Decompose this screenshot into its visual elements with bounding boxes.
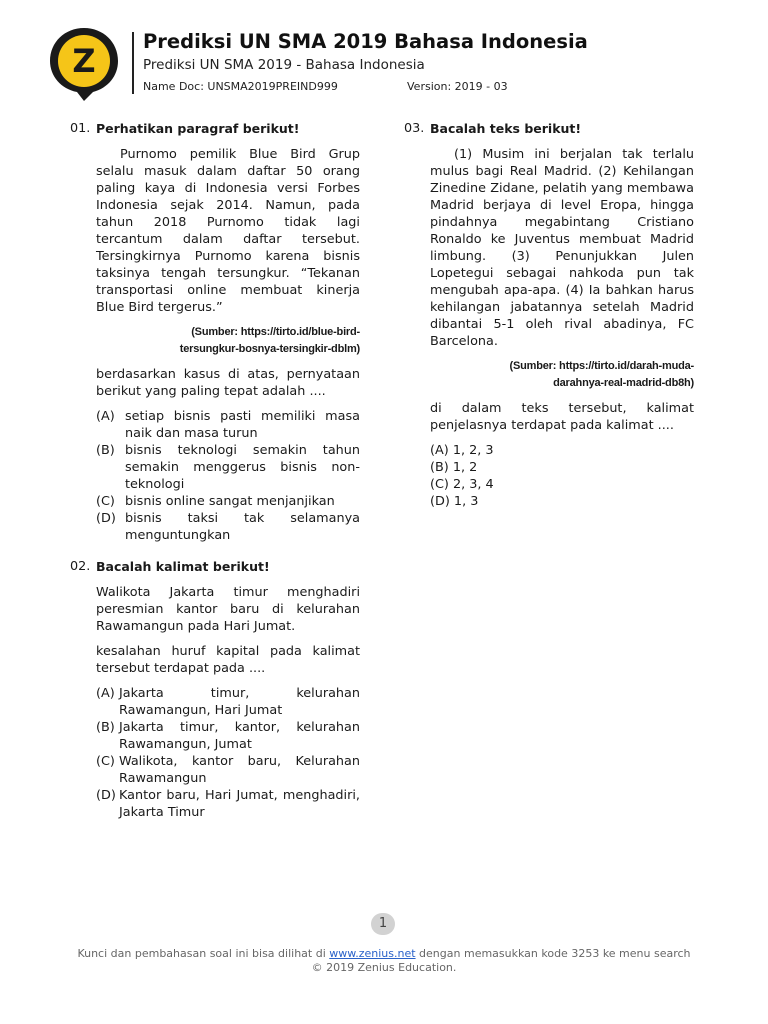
question-instruction: Bacalah kalimat berikut! [96,559,270,574]
source-line: tersungkur-bosnya-tersingkir-dblm) [179,343,360,355]
option-text: 1, 3 [453,494,479,509]
option-letter: (B) [430,460,449,475]
option-letter: (C) [96,494,115,509]
document-subtitle: Prediksi UN SMA 2019 - Bahasa Indonesia [143,57,425,73]
option-letter: (A) [430,443,449,458]
option-letter: (B) [96,720,115,735]
option-letter: (D) [96,788,116,803]
option-text: 1, 2, 3 [452,443,494,458]
question-number: 01. [70,121,91,136]
question-1 [70,120,360,544]
page-number: 1 [371,913,395,935]
question-instruction: Bacalah teks berikut! [430,121,582,136]
question-number: 03. [404,121,425,136]
option-letter: (C) [430,477,449,492]
question-prompt: berdasarkan kasus di atas, pernyataan berikut yang paling tepat adalah .... [96,367,360,399]
option-c [96,753,360,787]
document-title: Prediksi UN SMA 2019 Bahasa Indonesia [143,30,588,53]
question-2-header [70,558,360,576]
option-d [96,510,360,544]
option-text: bisnis teknologi semakin tahun semakin menggerus bisnis non-teknologi [125,443,360,492]
option-text: Kantor baru, Hari Jumat, menghadiri, Jakarta Timur [119,788,360,820]
question-1-header [70,120,360,138]
option-letter: (B) [96,443,115,458]
source-line: (Sumber: https://tirto.id/blue-bird- [191,326,360,338]
option-c [430,476,694,493]
document-meta [143,80,508,93]
question-prompt: di dalam teks tersebut, kalimat penjelasnya terdapat pada kalimat .... [430,401,694,433]
option-text: Jakarta timur, kantor, kelurahan Rawamangun, Jumat [119,720,360,752]
source-citation [96,324,360,358]
question-paragraph: Purnomo pemilik Blue Bird Grup selalu masuk dalam daftar 50 orang paling kaya di Indonesia versi Forbes Indonesia sejak 2014. Namun, pada tahun 2018 Purnomo tidak lagi tercantum dalam daftar tersebut. Tersingkirnya Purnomo karena bisnis taksinya tengah tersungkur. “Tekanan transportasi online membuat kinerja Blue Bird tergerus.” [96,147,360,315]
question-instruction: Perhatikan paragraf berikut! [96,121,300,136]
option-a [96,685,360,719]
version: Version: 2019 - 03 [407,80,508,93]
option-text: Jakarta timur, kelurahan Rawamangun, Hari Jumat [119,686,360,718]
options-list [96,685,360,821]
footer-text: Kunci dan pembahasan soal ini bisa dilihat di [77,947,330,960]
options-list [430,442,694,510]
name-doc: Name Doc: UNSMA2019PREIND999 [143,80,338,93]
footer-text: dengan memasukkan kode 3253 ke menu search [415,947,691,960]
footer-note [0,947,768,961]
option-c [96,493,360,510]
question-number: 02. [70,559,91,574]
question-paragraph: (1) Musim ini berjalan tak terlalu mulus bagi Real Madrid. (2) Kehilangan Zinedine Zidane, pelatih yang membawa Madrid berjaya di level Eropa, hingga pindahnya megabintang Cristiano Ronaldo ke Juventus membuat Madrid limbung. (3) Penunjukkan Julen Lopetegui sebagai nahkoda pun tak mengubah apa-apa. (4) Ia bahkan harus kehilangan jabatannya setelah Madrid dibantai 5-1 oleh rival abadinya, FC Barcelona. [430,147,694,349]
option-letter: (D) [96,511,116,526]
zenius-logo [46,24,122,102]
question-3-header [404,120,694,138]
right-column [404,120,694,510]
zenius-link[interactable]: www.zenius.net [329,947,416,960]
option-d [96,787,360,821]
option-a [430,442,694,459]
option-text: bisnis online sangat menjanjikan [125,494,335,509]
option-letter: (D) [430,494,450,509]
option-text: Walikota, kantor baru, Kelurahan Rawamangun [119,754,360,786]
header-divider [132,32,134,94]
option-text: 1, 2 [452,460,478,475]
option-b [96,442,360,493]
option-d [430,493,694,510]
question-2 [70,558,360,821]
source-line: (Sumber: https://tirto.id/darah-muda- [509,360,694,372]
footer [0,947,768,975]
option-b [430,459,694,476]
source-citation [430,358,694,392]
option-letter: (A) [96,686,115,701]
option-a [96,408,360,442]
option-b [96,719,360,753]
question-sentence: Walikota Jakarta timur menghadiri peresmian kantor baru di kelurahan Rawamangun pada Hari Jumat. [96,585,360,634]
question-3 [404,120,694,510]
options-list [96,408,360,544]
source-line: darahnya-real-madrid-db8h) [553,377,694,389]
option-text: 2, 3, 4 [453,477,494,492]
option-text: bisnis taksi tak selamanya menguntungkan [125,511,360,543]
left-column [70,120,360,821]
option-text: setiap bisnis pasti memiliki masa naik dan masa turun [125,409,360,441]
copyright: © 2019 Zenius Education. [311,961,457,974]
question-prompt: kesalahan huruf kapital pada kalimat tersebut terdapat pada .... [96,644,360,676]
option-letter: (C) [96,754,115,769]
logo-letter: Z [72,42,96,80]
option-letter: (A) [96,409,115,424]
